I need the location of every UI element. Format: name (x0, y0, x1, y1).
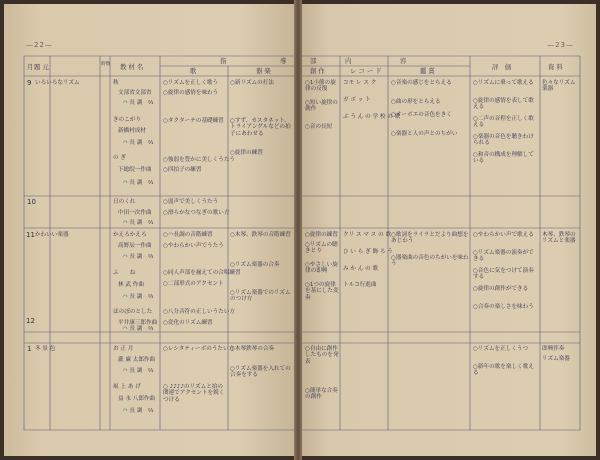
uta-item: ○二部形式のアクセント (163, 281, 224, 287)
uta-item: ○強弱を豊かに美しくうたう (163, 157, 236, 163)
header-kigaku: 器 楽 (256, 67, 271, 75)
hyoka-item: ○二声の音程を正しく歌える (473, 116, 534, 129)
kigaku-item: ○木琴、鉄琴の音階練習 (230, 232, 291, 238)
section-month: 1 (27, 345, 32, 353)
song-key: ハ 長 調 ⅔ (122, 294, 154, 300)
section-theme: いろいろなリズム (35, 80, 80, 86)
section-month: 11 (26, 231, 35, 239)
left-page (4, 4, 296, 456)
uta-item: ○ハ長調の音階練習 (163, 232, 213, 238)
uta-item: ○変化のリズム練習 (163, 320, 213, 326)
uta-item: ○タクターテの基礎練習 (163, 118, 224, 124)
header-hours: 時数 (101, 62, 111, 67)
uta-item: ○四拍子の練習 (163, 167, 202, 173)
header-month: 月 (27, 63, 34, 71)
kigaku-item: ○木琴鉄琴の合奏 (230, 346, 275, 352)
book-gutter (294, 0, 302, 460)
hyoka-item: ○合奏の楽しさを味わう (473, 304, 534, 310)
uta-item: ○ ♪♪♪♪のリズムと拍の関連でアクセントを鋭くつける (163, 384, 225, 403)
section-month: 10 (27, 198, 36, 206)
section-month: 12 (26, 317, 35, 325)
song-title: ふ ね (113, 270, 136, 276)
uta-item: ○リズムを正しく歌う (163, 80, 219, 86)
record-item: ひ い ら ぎ 飾 ろ う (343, 249, 393, 255)
page-number-right: —23— (547, 41, 574, 49)
page-number-left: —22— (26, 41, 53, 49)
song-key: ハ 長 調 ⅔ (122, 140, 154, 146)
sosaku-item: ○リズムの聴きとり (305, 242, 338, 255)
header-sosaku: 創 作 (310, 67, 325, 75)
record-item: ぶ う ん の 学 校 の 歌 (343, 114, 401, 120)
uta-item: ○レシタティーボのうたい方 (163, 346, 235, 352)
song-title: 凧 上 あ げ (113, 384, 141, 390)
kansho-item: ○音楽の感じをとらえる (391, 80, 452, 86)
kigaku-item: ○新リズムの打法 (230, 80, 274, 86)
section-month: 9 (27, 79, 32, 87)
kigaku-item: ○リズム楽器でのリズムのつけ方 (230, 290, 291, 303)
sosaku-item: ○1つの旋律を基にした変奏 (305, 282, 339, 301)
song-composer: 新橋村成材 (118, 128, 146, 134)
kansho-item: ○器楽曲の音色のちがいを味わう (391, 255, 469, 268)
header-group-bu: 部 (310, 57, 317, 65)
song-composer: 林 武 作曲 (118, 282, 144, 288)
kigaku-item: ○リズム楽器の合奏 (230, 262, 280, 268)
song-key: ハ 長 調 ⅔ (122, 408, 154, 414)
header-group-tou: 導 (280, 57, 287, 65)
hyoka-item: ○やわらかい声で歌える (473, 232, 534, 238)
record-item: コモ レ ス ク (343, 80, 377, 86)
kigaku-item: ○すず、カスタネット、トライアングルなどの拍子にあわせる (230, 118, 291, 137)
uta-item: ○やわらかい声でうたう (163, 243, 224, 249)
song-title: ほのぼのとした (113, 309, 153, 315)
header-group-ka: 容 (400, 57, 407, 65)
shiryo-item: リズム楽器 (542, 356, 570, 362)
sosaku-item: ○簡単な合奏の創作 (305, 388, 338, 401)
header-group-nai: 内 (345, 57, 352, 65)
song-key: ハ 長 調 ⅔ (122, 326, 154, 332)
song-title: かえろかえろ (113, 232, 147, 238)
song-composer: 瀧 廉 太郎作曲 (118, 357, 156, 363)
song-key: ハ 長 調 ⅔ (122, 100, 154, 106)
section-theme: かわいい楽器 (35, 232, 69, 238)
song-title: 秋 (113, 80, 119, 86)
header-kansho: 鑑 賞 (420, 67, 435, 75)
sosaku-item: ○旋律の練習 (305, 232, 338, 238)
song-composer: 中田一次作曲 (118, 210, 152, 216)
hyoka-item: ○リズムに乗って歌える (473, 80, 534, 86)
header-shiryo: 資 料 (548, 63, 563, 71)
section-theme: 冬 景 色 (35, 346, 56, 352)
shiryo-item: 即興伴奏 (542, 346, 565, 352)
uta-item: ○八分音符の正しいうたい方 (163, 309, 236, 315)
hyoka-item: ○リズムを正しくうつ (473, 346, 529, 352)
hyoka-item: ○旋律の感情を表して歌える (473, 98, 534, 111)
song-title: の ぎ (113, 155, 126, 161)
uta-item: ○同人声部を揃えての合唱練習 (163, 270, 241, 276)
song-title: お 正 月 (113, 346, 134, 352)
uta-item: ○旋律の感情を味わう (163, 90, 219, 96)
song-key: ハ 長 調 ⅔ (122, 368, 154, 374)
song-key: ハ 長 調 ⅔ (122, 254, 154, 260)
header-song: 教 材 名 (120, 63, 144, 71)
hyoka-item: ○リズム楽器の演奏ができる (473, 250, 534, 263)
hyoka-item: ○和音の構成を理解している (473, 152, 534, 165)
hyoka-item: ○音色に気をつけて演奏する (473, 268, 534, 281)
sosaku-item: ○自由に創作したものを発表 (305, 346, 339, 365)
sosaku-item: ○短い旋律の創作 (305, 100, 338, 113)
right-page (300, 4, 596, 456)
song-composer: 益 永 八郎作曲 (118, 396, 156, 402)
sosaku-item: ○やさしい旋律の即興 (305, 262, 338, 275)
uta-item: ○滑らかなつなぎの歌い方 (163, 210, 230, 216)
header-record: レ コ ー ド (350, 67, 382, 75)
hyoka-item: ○新年の歌を楽しく歌える (473, 364, 534, 377)
record-item: み か ん の 歌 (343, 266, 379, 272)
song-title: 日のくれ (113, 199, 136, 205)
shiryo-item: 木琴、鉄琴のリズムと楽器 (542, 232, 576, 245)
kansho-item: ○オーボエの音色をきく (391, 112, 452, 118)
record-item: クリ ス マ ス の 歌 (343, 232, 392, 238)
song-composer: 高野辰一作曲 (118, 243, 152, 249)
kansho-item: ○楽器と人の声とのちがい (391, 131, 458, 137)
song-key: ハ 長 調 ⅔ (122, 220, 154, 226)
kansho-item: ○曲の形をとらえる (391, 99, 441, 105)
header-group-shidou: 指 (220, 57, 227, 65)
uta-item: ○弱声で美しくうたう (163, 199, 219, 205)
kigaku-item: ○旋律の練習 (230, 150, 263, 156)
hyoka-item: ○旋律の創作ができる (473, 286, 529, 292)
hyoka-item: ○楽器の音色を聴きわけられる (473, 134, 534, 147)
sosaku-item: ○音の長短 (305, 124, 333, 130)
sosaku-item: ○1小節の旋律の反復 (305, 80, 336, 93)
song-composer: 文部省文部省 (118, 90, 152, 96)
record-item: ガ ボ ッ ト (343, 97, 371, 103)
song-key: ハ 長 調 ⅔ (122, 180, 154, 186)
song-composer: 下総皖一作曲 (118, 167, 152, 173)
record-item: トルコ行進曲 (343, 282, 377, 288)
kansho-item: ○歌詞をライラとだより曲想をあじわう (391, 232, 469, 245)
header-theme: 題 元 (34, 63, 49, 71)
shiryo-item: 色々なリズム楽器 (542, 80, 576, 93)
song-title: きのこがり (113, 117, 141, 123)
kigaku-item: ○リズム楽器を入れての合奏をする (230, 366, 291, 379)
header-uta: 歌 (190, 67, 197, 75)
song-composer: 平井康三郎作曲 (118, 320, 158, 326)
header-hyoka: 評 価 (492, 63, 512, 71)
